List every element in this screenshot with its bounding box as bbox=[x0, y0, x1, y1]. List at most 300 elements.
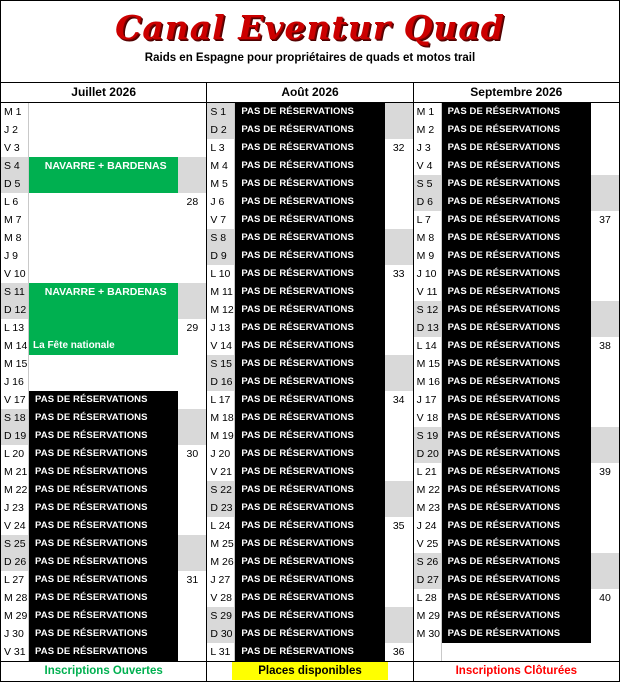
day-status-label: PAS DE RÉSERVATIONS bbox=[442, 571, 591, 589]
day-cell: L 3 bbox=[207, 139, 235, 157]
day-row[interactable] bbox=[414, 355, 619, 373]
week-number-cell bbox=[591, 229, 619, 247]
day-row[interactable] bbox=[207, 301, 412, 319]
day-row[interactable] bbox=[1, 625, 206, 643]
day-row[interactable] bbox=[414, 481, 619, 499]
day-row[interactable] bbox=[207, 265, 412, 283]
day-status-label: PAS DE RÉSERVATIONS bbox=[442, 139, 591, 157]
week-number-cell bbox=[178, 121, 206, 139]
day-status-label: PAS DE RÉSERVATIONS bbox=[442, 427, 591, 445]
week-number-cell bbox=[591, 175, 619, 193]
day-status-label: PAS DE RÉSERVATIONS bbox=[29, 535, 178, 553]
day-cell: V 31 bbox=[1, 643, 29, 661]
day-cell: M 5 bbox=[207, 175, 235, 193]
day-cell: M 12 bbox=[207, 301, 235, 319]
day-status-label: PAS DE RÉSERVATIONS bbox=[442, 301, 591, 319]
day-row[interactable] bbox=[1, 391, 206, 409]
week-number-cell bbox=[385, 211, 413, 229]
day-cell: D 16 bbox=[207, 373, 235, 391]
day-row[interactable] bbox=[207, 193, 412, 211]
day-cell: S 5 bbox=[414, 175, 442, 193]
day-cell: J 10 bbox=[414, 265, 442, 283]
day-status-label: PAS DE RÉSERVATIONS bbox=[442, 445, 591, 463]
week-number-cell bbox=[385, 499, 413, 517]
day-cell: J 27 bbox=[207, 571, 235, 589]
week-number-cell bbox=[591, 499, 619, 517]
day-status-label: PAS DE RÉSERVATIONS bbox=[235, 301, 384, 319]
day-cell: M 29 bbox=[414, 607, 442, 625]
day-cell: J 24 bbox=[414, 517, 442, 535]
week-number-cell: 36 bbox=[385, 643, 413, 661]
day-row[interactable] bbox=[414, 607, 619, 625]
week-number-cell bbox=[591, 625, 619, 643]
week-number-cell bbox=[178, 247, 206, 265]
week-number-cell bbox=[178, 157, 206, 175]
day-cell: M 30 bbox=[414, 625, 442, 643]
day-row[interactable] bbox=[414, 103, 619, 121]
day-cell bbox=[414, 643, 442, 661]
week-number-cell bbox=[385, 157, 413, 175]
week-number-cell bbox=[178, 211, 206, 229]
day-row[interactable] bbox=[207, 571, 412, 589]
day-row[interactable] bbox=[414, 535, 619, 553]
week-number-cell bbox=[178, 535, 206, 553]
day-row[interactable] bbox=[1, 643, 206, 661]
day-row[interactable] bbox=[207, 445, 412, 463]
week-number-cell bbox=[385, 427, 413, 445]
day-cell: S 26 bbox=[414, 553, 442, 571]
week-number-cell bbox=[385, 571, 413, 589]
day-row[interactable] bbox=[1, 193, 206, 211]
day-row[interactable] bbox=[414, 499, 619, 517]
day-row[interactable] bbox=[414, 427, 619, 445]
day-row[interactable] bbox=[1, 139, 206, 157]
day-cell: M 16 bbox=[414, 373, 442, 391]
day-cell: D 9 bbox=[207, 247, 235, 265]
day-cell: M 11 bbox=[207, 283, 235, 301]
day-cell: D 2 bbox=[207, 121, 235, 139]
day-cell: M 25 bbox=[207, 535, 235, 553]
day-status-label: PAS DE RÉSERVATIONS bbox=[442, 193, 591, 211]
week-number-cell bbox=[591, 391, 619, 409]
day-cell: D 30 bbox=[207, 625, 235, 643]
week-number-cell bbox=[591, 103, 619, 121]
day-row[interactable] bbox=[1, 247, 206, 265]
week-number-cell bbox=[591, 301, 619, 319]
week-number-cell: 33 bbox=[385, 265, 413, 283]
week-number-cell bbox=[591, 553, 619, 571]
week-number-cell bbox=[591, 193, 619, 211]
day-row[interactable] bbox=[207, 553, 412, 571]
day-row[interactable] bbox=[414, 373, 619, 391]
day-cell: V 17 bbox=[1, 391, 29, 409]
week-number-cell bbox=[178, 643, 206, 661]
day-row[interactable] bbox=[207, 517, 412, 535]
day-cell: M 28 bbox=[1, 589, 29, 607]
day-row[interactable] bbox=[414, 211, 619, 229]
day-cell: S 22 bbox=[207, 481, 235, 499]
day-status-label: PAS DE RÉSERVATIONS bbox=[29, 391, 178, 409]
week-number-cell bbox=[591, 319, 619, 337]
day-status-label: PAS DE RÉSERVATIONS bbox=[235, 157, 384, 175]
day-row[interactable] bbox=[1, 175, 206, 193]
day-status-label: PAS DE RÉSERVATIONS bbox=[442, 373, 591, 391]
day-status-label: PAS DE RÉSERVATIONS bbox=[235, 247, 384, 265]
day-cell: V 3 bbox=[1, 139, 29, 157]
day-status-label bbox=[29, 211, 178, 229]
week-number-cell bbox=[591, 355, 619, 373]
day-row[interactable] bbox=[1, 499, 206, 517]
page-header bbox=[1, 1, 619, 83]
week-number-cell: 34 bbox=[385, 391, 413, 409]
day-row[interactable] bbox=[1, 553, 206, 571]
day-row[interactable] bbox=[1, 517, 206, 535]
day-row[interactable] bbox=[207, 175, 412, 193]
day-status-label: PAS DE RÉSERVATIONS bbox=[442, 409, 591, 427]
day-row[interactable] bbox=[414, 463, 619, 481]
day-row[interactable] bbox=[414, 625, 619, 643]
day-cell: M 22 bbox=[414, 481, 442, 499]
day-status-label: PAS DE RÉSERVATIONS bbox=[29, 571, 178, 589]
day-row[interactable] bbox=[414, 157, 619, 175]
day-row[interactable] bbox=[207, 427, 412, 445]
day-row[interactable] bbox=[414, 283, 619, 301]
week-number-cell bbox=[385, 355, 413, 373]
day-status-label: PAS DE RÉSERVATIONS bbox=[29, 553, 178, 571]
day-row[interactable] bbox=[1, 337, 206, 355]
day-status-label bbox=[29, 103, 178, 121]
week-number-cell bbox=[385, 373, 413, 391]
day-row[interactable] bbox=[207, 607, 412, 625]
day-cell: S 4 bbox=[1, 157, 29, 175]
day-cell: V 18 bbox=[414, 409, 442, 427]
week-number-cell bbox=[591, 535, 619, 553]
week-number-cell bbox=[591, 409, 619, 427]
day-row[interactable] bbox=[207, 121, 412, 139]
day-status-label: PAS DE RÉSERVATIONS bbox=[442, 481, 591, 499]
day-row[interactable] bbox=[1, 535, 206, 553]
week-number-cell bbox=[385, 625, 413, 643]
day-row[interactable] bbox=[414, 409, 619, 427]
day-cell: M 23 bbox=[414, 499, 442, 517]
day-cell: J 6 bbox=[207, 193, 235, 211]
day-cell: S 18 bbox=[1, 409, 29, 427]
day-cell: M 1 bbox=[1, 103, 29, 121]
day-status-label: PAS DE RÉSERVATIONS bbox=[235, 121, 384, 139]
day-row[interactable] bbox=[414, 445, 619, 463]
month-title-septembre: Septembre 2026 bbox=[470, 85, 563, 99]
day-cell: S 1 bbox=[207, 103, 235, 121]
week-number-cell bbox=[385, 535, 413, 553]
day-cell: M 4 bbox=[207, 157, 235, 175]
day-row[interactable] bbox=[207, 157, 412, 175]
day-cell: V 10 bbox=[1, 265, 29, 283]
day-status-label: PAS DE RÉSERVATIONS bbox=[442, 175, 591, 193]
day-cell: M 18 bbox=[207, 409, 235, 427]
day-row[interactable] bbox=[1, 571, 206, 589]
day-status-label: PAS DE RÉSERVATIONS bbox=[442, 265, 591, 283]
day-row[interactable] bbox=[414, 589, 619, 607]
day-row[interactable] bbox=[414, 337, 619, 355]
day-row[interactable] bbox=[1, 265, 206, 283]
day-status-label: PAS DE RÉSERVATIONS bbox=[442, 283, 591, 301]
day-status-label bbox=[29, 229, 178, 247]
day-row[interactable] bbox=[1, 319, 206, 337]
day-row[interactable] bbox=[414, 247, 619, 265]
day-cell: V 7 bbox=[207, 211, 235, 229]
month-column-aout bbox=[207, 103, 413, 661]
day-row[interactable] bbox=[414, 121, 619, 139]
day-row[interactable] bbox=[414, 301, 619, 319]
week-number-cell bbox=[178, 283, 206, 301]
day-row[interactable] bbox=[1, 103, 206, 121]
day-cell: M 21 bbox=[1, 463, 29, 481]
day-status-label bbox=[29, 121, 178, 139]
day-row[interactable] bbox=[207, 643, 412, 661]
day-row[interactable] bbox=[1, 589, 206, 607]
week-number-cell bbox=[385, 103, 413, 121]
day-cell: M 14 bbox=[1, 337, 29, 355]
day-cell: L 6 bbox=[1, 193, 29, 211]
day-cell: S 11 bbox=[1, 283, 29, 301]
day-row[interactable] bbox=[207, 337, 412, 355]
day-status-label: PAS DE RÉSERVATIONS bbox=[235, 211, 384, 229]
day-status-label: PAS DE RÉSERVATIONS bbox=[29, 463, 178, 481]
legend-available bbox=[207, 662, 413, 681]
day-cell: M 7 bbox=[1, 211, 29, 229]
day-row[interactable] bbox=[1, 211, 206, 229]
day-cell: J 2 bbox=[1, 121, 29, 139]
day-cell: L 31 bbox=[207, 643, 235, 661]
day-row[interactable] bbox=[207, 283, 412, 301]
day-status-label bbox=[29, 193, 178, 211]
week-number-cell bbox=[178, 499, 206, 517]
week-number-cell bbox=[178, 463, 206, 481]
day-row[interactable] bbox=[414, 391, 619, 409]
week-number-cell bbox=[178, 391, 206, 409]
day-status-label: PAS DE RÉSERVATIONS bbox=[442, 355, 591, 373]
day-cell: M 26 bbox=[207, 553, 235, 571]
day-cell: J 20 bbox=[207, 445, 235, 463]
day-row[interactable] bbox=[414, 193, 619, 211]
day-status-label: PAS DE RÉSERVATIONS bbox=[235, 337, 384, 355]
week-number-cell bbox=[591, 517, 619, 535]
day-row[interactable] bbox=[1, 427, 206, 445]
day-status-label: PAS DE RÉSERVATIONS bbox=[235, 517, 384, 535]
legend-row bbox=[1, 661, 619, 681]
legend-closed: Inscriptions Clôturées bbox=[414, 662, 619, 681]
day-cell: L 28 bbox=[414, 589, 442, 607]
week-number-cell bbox=[591, 121, 619, 139]
month-column-septembre bbox=[414, 103, 619, 661]
day-cell: D 27 bbox=[414, 571, 442, 589]
day-row[interactable] bbox=[207, 247, 412, 265]
day-row[interactable] bbox=[1, 283, 206, 301]
day-row[interactable] bbox=[414, 571, 619, 589]
week-number-cell bbox=[591, 139, 619, 157]
day-row[interactable] bbox=[207, 355, 412, 373]
week-number-cell bbox=[385, 121, 413, 139]
week-number-cell: 37 bbox=[591, 211, 619, 229]
day-cell: D 5 bbox=[1, 175, 29, 193]
day-row[interactable] bbox=[1, 409, 206, 427]
day-status-label: PAS DE RÉSERVATIONS bbox=[235, 589, 384, 607]
day-row[interactable] bbox=[414, 139, 619, 157]
week-number-cell bbox=[385, 301, 413, 319]
day-status-label bbox=[29, 139, 178, 157]
day-status-label bbox=[29, 265, 178, 283]
day-row[interactable] bbox=[207, 463, 412, 481]
day-row[interactable] bbox=[414, 517, 619, 535]
day-cell: V 11 bbox=[414, 283, 442, 301]
day-status-label: PAS DE RÉSERVATIONS bbox=[442, 607, 591, 625]
day-status-label: NAVARRE + BARDENAS bbox=[29, 283, 178, 301]
day-row[interactable] bbox=[1, 229, 206, 247]
day-row[interactable] bbox=[1, 445, 206, 463]
day-status-label: PAS DE RÉSERVATIONS bbox=[442, 229, 591, 247]
week-number-cell: 31 bbox=[178, 571, 206, 589]
day-cell: J 30 bbox=[1, 625, 29, 643]
day-row[interactable] bbox=[207, 373, 412, 391]
day-status-label: PAS DE RÉSERVATIONS bbox=[235, 193, 384, 211]
day-status-label: PAS DE RÉSERVATIONS bbox=[235, 463, 384, 481]
day-cell: L 24 bbox=[207, 517, 235, 535]
day-row[interactable] bbox=[207, 499, 412, 517]
day-status-label: PAS DE RÉSERVATIONS bbox=[442, 319, 591, 337]
day-row[interactable] bbox=[207, 391, 412, 409]
day-row[interactable] bbox=[1, 607, 206, 625]
day-status-label: PAS DE RÉSERVATIONS bbox=[442, 157, 591, 175]
day-cell: V 21 bbox=[207, 463, 235, 481]
day-cell: S 15 bbox=[207, 355, 235, 373]
day-row[interactable] bbox=[1, 355, 206, 373]
day-status-label: PAS DE RÉSERVATIONS bbox=[235, 571, 384, 589]
day-row[interactable] bbox=[414, 229, 619, 247]
day-row[interactable] bbox=[207, 229, 412, 247]
day-cell: M 8 bbox=[1, 229, 29, 247]
day-row[interactable] bbox=[207, 409, 412, 427]
week-number-cell: 39 bbox=[591, 463, 619, 481]
day-status-label: PAS DE RÉSERVATIONS bbox=[29, 427, 178, 445]
week-number-cell bbox=[385, 445, 413, 463]
day-cell: D 19 bbox=[1, 427, 29, 445]
day-cell: L 27 bbox=[1, 571, 29, 589]
day-status-label: PAS DE RÉSERVATIONS bbox=[29, 517, 178, 535]
day-status-label: PAS DE RÉSERVATIONS bbox=[442, 517, 591, 535]
day-cell: S 25 bbox=[1, 535, 29, 553]
week-number-cell bbox=[178, 265, 206, 283]
week-number-cell bbox=[385, 481, 413, 499]
week-number-cell bbox=[385, 463, 413, 481]
week-number-cell bbox=[385, 553, 413, 571]
week-number-cell bbox=[385, 247, 413, 265]
day-cell: L 20 bbox=[1, 445, 29, 463]
day-row[interactable] bbox=[1, 157, 206, 175]
day-status-label bbox=[29, 247, 178, 265]
week-number-cell bbox=[385, 283, 413, 301]
day-cell: D 13 bbox=[414, 319, 442, 337]
day-status-label: PAS DE RÉSERVATIONS bbox=[235, 265, 384, 283]
day-cell: M 19 bbox=[207, 427, 235, 445]
day-cell: M 29 bbox=[1, 607, 29, 625]
day-status-label: PAS DE RÉSERVATIONS bbox=[29, 607, 178, 625]
day-row[interactable] bbox=[414, 319, 619, 337]
day-cell: D 23 bbox=[207, 499, 235, 517]
week-number-cell bbox=[385, 229, 413, 247]
day-row[interactable] bbox=[207, 625, 412, 643]
month-title-aout: Août 2026 bbox=[207, 83, 413, 102]
day-status-label: PAS DE RÉSERVATIONS bbox=[235, 319, 384, 337]
week-number-cell bbox=[178, 625, 206, 643]
day-row[interactable] bbox=[1, 121, 206, 139]
day-cell: J 9 bbox=[1, 247, 29, 265]
day-status-label: PAS DE RÉSERVATIONS bbox=[235, 355, 384, 373]
day-cell: J 17 bbox=[414, 391, 442, 409]
day-status-label: La Fête nationale bbox=[29, 337, 178, 355]
week-number-cell: 40 bbox=[591, 589, 619, 607]
day-row[interactable] bbox=[1, 373, 206, 391]
day-status-label: PAS DE RÉSERVATIONS bbox=[29, 499, 178, 517]
week-number-cell bbox=[385, 589, 413, 607]
day-status-label bbox=[29, 373, 178, 391]
day-cell: L 13 bbox=[1, 319, 29, 337]
day-row[interactable] bbox=[207, 319, 412, 337]
day-cell: M 15 bbox=[1, 355, 29, 373]
day-status-label: PAS DE RÉSERVATIONS bbox=[235, 409, 384, 427]
day-status-label: PAS DE RÉSERVATIONS bbox=[29, 481, 178, 499]
day-cell: V 25 bbox=[414, 535, 442, 553]
day-cell: L 21 bbox=[414, 463, 442, 481]
day-row[interactable] bbox=[1, 463, 206, 481]
day-row[interactable] bbox=[207, 481, 412, 499]
day-status-label: PAS DE RÉSERVATIONS bbox=[235, 427, 384, 445]
week-number-cell bbox=[385, 193, 413, 211]
day-row[interactable] bbox=[414, 265, 619, 283]
day-status-label: PAS DE RÉSERVATIONS bbox=[235, 229, 384, 247]
day-status-label: PAS DE RÉSERVATIONS bbox=[235, 373, 384, 391]
brand-logo: Canal Eventur Quad bbox=[115, 8, 505, 47]
week-number-cell bbox=[385, 319, 413, 337]
day-status-label: PAS DE RÉSERVATIONS bbox=[235, 175, 384, 193]
day-cell: S 29 bbox=[207, 607, 235, 625]
week-number-cell bbox=[178, 607, 206, 625]
day-cell: V 14 bbox=[207, 337, 235, 355]
day-status-label: PAS DE RÉSERVATIONS bbox=[29, 643, 178, 661]
day-status-label: PAS DE RÉSERVATIONS bbox=[235, 103, 384, 121]
day-status-label: PAS DE RÉSERVATIONS bbox=[442, 391, 591, 409]
day-row[interactable] bbox=[207, 535, 412, 553]
week-number-cell: 38 bbox=[591, 337, 619, 355]
day-status-label: PAS DE RÉSERVATIONS bbox=[29, 445, 178, 463]
day-row[interactable] bbox=[1, 301, 206, 319]
day-cell: S 12 bbox=[414, 301, 442, 319]
calendar-body bbox=[1, 103, 619, 661]
day-status-label: PAS DE RÉSERVATIONS bbox=[442, 247, 591, 265]
day-row[interactable] bbox=[207, 139, 412, 157]
day-row[interactable] bbox=[207, 211, 412, 229]
week-number-cell bbox=[591, 265, 619, 283]
page-subtitle: Raids en Espagne pour propriétaires de quads et motos trail bbox=[144, 52, 476, 65]
day-row[interactable] bbox=[207, 589, 412, 607]
day-status-label: PAS DE RÉSERVATIONS bbox=[29, 589, 178, 607]
day-row[interactable] bbox=[1, 481, 206, 499]
week-number-cell bbox=[178, 481, 206, 499]
day-cell: S 8 bbox=[207, 229, 235, 247]
day-row[interactable] bbox=[207, 103, 412, 121]
day-row[interactable] bbox=[414, 175, 619, 193]
day-row[interactable] bbox=[414, 553, 619, 571]
day-row[interactable] bbox=[414, 643, 619, 661]
